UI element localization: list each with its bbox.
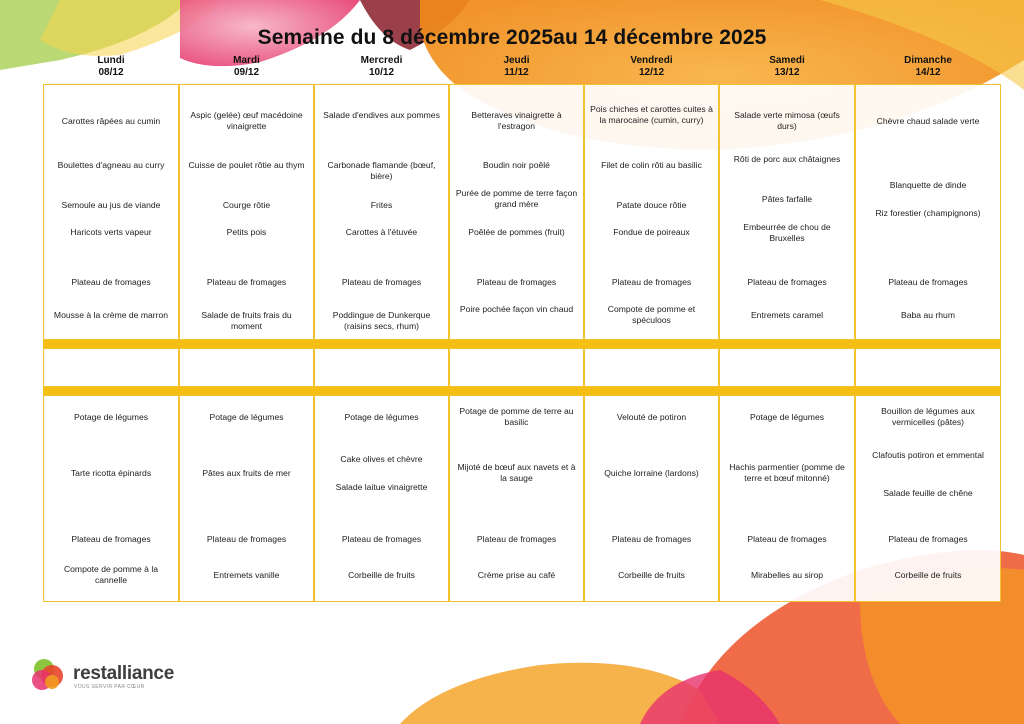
empty-middle-cell [855, 348, 1001, 387]
lunch-dish: Riz forestier (champignons) [875, 208, 981, 218]
dinner-dish: Pâtes aux fruits de mer [202, 468, 291, 478]
day-date: 13/12 [774, 67, 800, 78]
dinner-dish: Plateau de fromages [71, 534, 151, 544]
lunch-dish: Salade d'endives aux pommes [323, 110, 440, 120]
dinner-dish: Potage de légumes [209, 412, 284, 422]
day-header [584, 55, 719, 79]
lunch-dish: Patate douce rôtie [616, 200, 687, 210]
empty-middle-cell [314, 348, 449, 387]
lunch-dish: Boulettes d'agneau au curry [57, 160, 165, 170]
lunch-dish: Plateau de fromages [888, 277, 968, 287]
day-name: Lundi [97, 55, 125, 66]
day-date: 12/12 [638, 67, 665, 78]
dinner-dish: Mijoté de bœuf aux navets et à la sauge [457, 462, 576, 483]
lunch-dish: Embeurrée de chou de Bruxelles [743, 222, 831, 243]
dinner-dish: Plateau de fromages [206, 534, 287, 544]
lunch-dish: Haricots verts vapeur [70, 227, 152, 237]
lunch-dish: Filet de colin rôti au basilic [601, 160, 702, 170]
dinner-dish: Entremets vanille [213, 570, 280, 580]
separator-band [43, 340, 1001, 348]
dinner-dish: Clafoutis potiron et emmental [872, 450, 984, 460]
lunch-dish: Plateau de fromages [611, 277, 692, 287]
empty-middle-cell [449, 348, 584, 387]
dinner-dish: Corbeille de fruits [618, 570, 685, 580]
separator-band [43, 387, 1001, 395]
dinner-dish: Potage de légumes [344, 412, 419, 422]
lunch-dish: Poddingue de Dunkerque (raisins secs, rhum) [332, 310, 431, 331]
brand-name: restalliance [73, 663, 174, 684]
lunch-dish: Rôti de porc aux châtaignes [733, 154, 841, 164]
menu-grid [43, 84, 1001, 602]
lunch-dish: Chèvre chaud salade verte [876, 116, 980, 126]
lunch-dish: Plateau de fromages [206, 277, 287, 287]
dinner-dish: Potage de pomme de terre au basilic [459, 406, 574, 427]
lunch-dish: Compote de pomme et spéculoos [607, 304, 696, 325]
dinner-dish: Salade feuille de chêne [883, 488, 973, 498]
dinner-dish: Corbeille de fruits [348, 570, 415, 580]
day-name: Mercredi [360, 55, 403, 66]
dinner-dish: Cake olives et chèvre [340, 454, 423, 464]
lunch-dish: Courge rôtie [222, 200, 271, 210]
day-name: Mardi [233, 55, 260, 66]
day-header [855, 55, 1001, 79]
lunch-dish: Carottes râpées au cumin [61, 116, 161, 126]
lunch-dish: Boudin noir poêlé [483, 160, 550, 170]
lunch-dish: Blanquette de dinde [889, 180, 967, 190]
lunch-dish: Pâtes farfalle [761, 194, 813, 204]
lunch-dish: Salade verte mimosa (œufs durs) [734, 110, 840, 131]
lunch-dish: Semoule au jus de viande [61, 200, 161, 210]
dinner-dish: Potage de légumes [749, 412, 825, 422]
dinner-dish: Crème prise au café [477, 570, 556, 580]
dinner-dish: Plateau de fromages [341, 534, 422, 544]
day-header [43, 55, 179, 79]
dinner-dish: Corbeille de fruits [894, 570, 962, 580]
day-date: 11/12 [504, 67, 529, 78]
lunch-dish: Mousse à la crème de marron [53, 310, 169, 320]
lunch-column [314, 84, 449, 340]
day-header [314, 55, 449, 79]
day-header [179, 55, 314, 79]
dinner-dish: Plateau de fromages [747, 534, 827, 544]
dinner-dish: Tarte ricotta épinards [70, 468, 152, 478]
day-header [449, 55, 584, 79]
lunch-dish: Fondue de poireaux [613, 227, 690, 237]
dinner-dish: Salade laitue vinaigrette [335, 482, 428, 492]
lunch-dish: Plateau de fromages [747, 277, 827, 287]
page-title: Semaine du 8 décembre 2025au 14 décembre 2025 [257, 26, 767, 49]
day-date: 10/12 [368, 67, 395, 78]
day-name: Dimanche [904, 55, 952, 66]
lunch-dish: Cuisse de poulet rôtie au thym [188, 160, 305, 170]
day-header [719, 55, 855, 79]
lunch-dish: Salade de fruits frais du moment [201, 310, 292, 331]
lunch-dish: Carottes à l'étuvée [345, 227, 418, 237]
lunch-dish: Purée de pomme de terre façon grand mère [455, 188, 578, 209]
day-date: 08/12 [98, 67, 124, 78]
lunch-dish: Plateau de fromages [341, 277, 422, 287]
dinner-dish: Potage de légumes [73, 412, 149, 422]
dinner-dish: Compote de pomme à la cannelle [63, 564, 159, 585]
restalliance-logo-icon [30, 656, 68, 694]
empty-middle-cell [179, 348, 314, 387]
day-date: 09/12 [233, 67, 260, 78]
dinner-dish: Plateau de fromages [476, 534, 557, 544]
brand-tagline: VOUS SERVIR PAR CŒUR [74, 684, 145, 690]
day-name: Jeudi [503, 55, 530, 66]
lunch-dish: Poire pochée façon vin chaud [459, 304, 574, 314]
empty-middle-cell [584, 348, 719, 387]
lunch-dish: Entremets caramel [750, 310, 824, 320]
empty-middle-cell [43, 348, 179, 387]
lunch-dish: Betteraves vinaigrette à l'estragon [471, 110, 562, 131]
dinner-dish: Plateau de fromages [888, 534, 968, 544]
dinner-dish: Quiche lorraine (lardons) [604, 468, 699, 478]
dinner-dish: Hachis parmentier (pomme de terre et bœuf mitonné) [729, 462, 845, 483]
lunch-dish: Plateau de fromages [476, 277, 557, 287]
dinner-dish: Velouté de potiron [616, 412, 687, 422]
lunch-dish: Aspic (gelée) œuf macédoine vinaigrette [190, 110, 303, 131]
lunch-dish: Carbonade flamande (bœuf, bière) [327, 160, 436, 181]
lunch-dish: Petits pois [226, 227, 267, 237]
dinner-dish: Plateau de fromages [611, 534, 692, 544]
empty-middle-cell [719, 348, 855, 387]
lunch-dish: Frites [370, 200, 393, 210]
lunch-dish: Plateau de fromages [71, 277, 151, 287]
lunch-dish: Poêlée de pommes (fruit) [468, 227, 565, 237]
dinner-dish: Bouillon de légumes aux vermicelles (pâtes) [881, 406, 975, 427]
dinner-dish: Mirabelles au sirop [750, 570, 824, 580]
lunch-dish: Pois chiches et carottes cuites à la marocaine (cumin, curry) [590, 104, 713, 125]
lunch-dish: Baba au rhum [901, 310, 955, 320]
day-name: Samedi [769, 55, 805, 66]
day-date: 14/12 [915, 67, 941, 78]
day-name: Vendredi [630, 55, 673, 66]
